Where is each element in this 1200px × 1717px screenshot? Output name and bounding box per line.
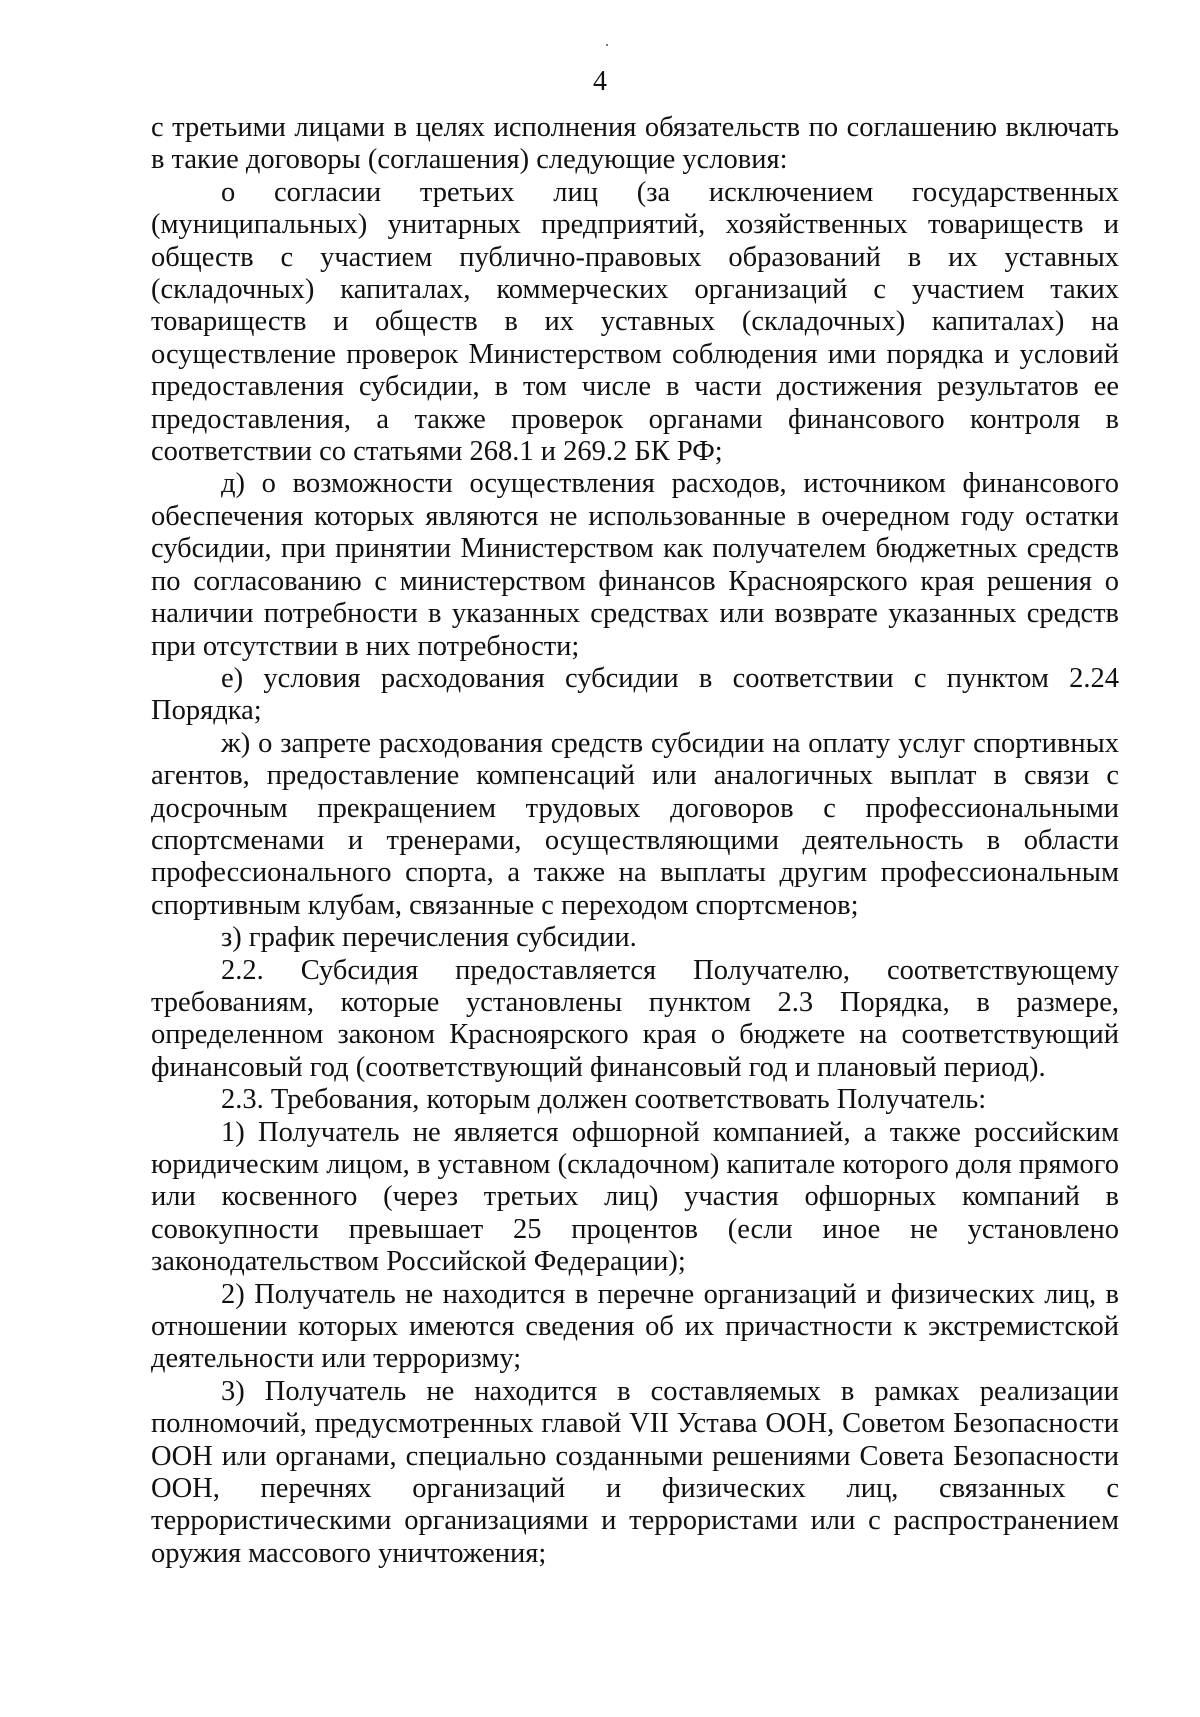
paragraph-intro: с третьими лицами в целях исполнения обязательств по соглашению включать в такие договоры (соглашения) следующие условия: [151, 112, 1119, 176]
paragraph-item-zh: ж) о запрете расходования средств субсидии на оплату услуг спортивных агентов, предоставление компенсаций или аналогичных выплат в связи с досрочным прекращением трудовых договоров с профессиональными спортсменами и тренерами, осуществляющими деятельность в области профессионального спорта, а также на выплаты другим профессиональным спортивным клубам, связанные с переходом спортсменов; [151, 727, 1119, 921]
paragraph-item-e: е) условия расходования субсидии в соответствии с пунктом 2.24 Порядка; [151, 662, 1119, 727]
paragraph-requirement-1: 1) Получатель не является офшорной компанией, а также российским юридическим лицом, в уставном (складочном) капитале которого доля прямого или косвенного (через третьих лиц) участия офшорных компаний в совокупности превышает 25 процентов (если иное не установлено законодательством Российской Федерации); [151, 1116, 1119, 1278]
paragraph-item-z: з) график перечисления субсидии. [221, 922, 637, 954]
document-body [151, 112, 1119, 1570]
page-number: 4 [593, 66, 607, 97]
paragraph-item-o: о согласии третьих лиц (за исключением государственных (муниципальных) унитарных предприятий, хозяйственных товариществ и обществ с участием публично-правовых образований в их уставных (складочных) капиталах, коммерческих организаций с участием таких товариществ и обществ в их уставных (складочных) капиталах) на осуществление проверок Министерством соблюдения ими порядка и условий предоставления субсидии, в том числе в части достижения результатов ее предоставления, а также проверок органами финансового контроля в соответствии со статьями 268.1 и 269.2 БК РФ; [151, 176, 1119, 468]
paragraph-requirement-3: 3) Получатель не находится в составляемых в рамках реализации полномочий, предусмотренных главой VII Устава ООН, Советом Безопасности ООН или органами, специально созданными решениями Совета Безопасности ООН, перечнях организаций и физических лиц, связанных с террористическими организациями и террористами или с распространением оружия массового уничтожения; [151, 1375, 1119, 1569]
paragraph-item-d: д) о возможности осуществления расходов, источником финансового обеспечения которых являются не использованные в очередном году остатки субсидии, при принятии Министерством как получателем бюджетных средств по согласованию с министерством финансов Красноярского края решения о наличии потребности в указанных средствах или возврате указанных средств при отсутствии в них потребности; [151, 468, 1119, 662]
paragraph-2-2: 2.2. Субсидия предоставляется Получателю, соответствующему требованиям, которые установлены пунктом 2.3 Порядка, в размере, определенном законом Красноярского края о бюджете на соответствующий финансовый год (соответствующий финансовый год и плановый период). [151, 954, 1119, 1083]
paragraph-2-3: 2.3. Требования, которым должен соответствовать Получатель: [221, 1084, 987, 1116]
scan-speck [606, 44, 608, 46]
paragraph-requirement-2: 2) Получатель не находится в перечне организаций и физических лиц, в отношении которых имеются сведения об их причастности к экстремистской деятельности или терроризму; [151, 1278, 1119, 1375]
